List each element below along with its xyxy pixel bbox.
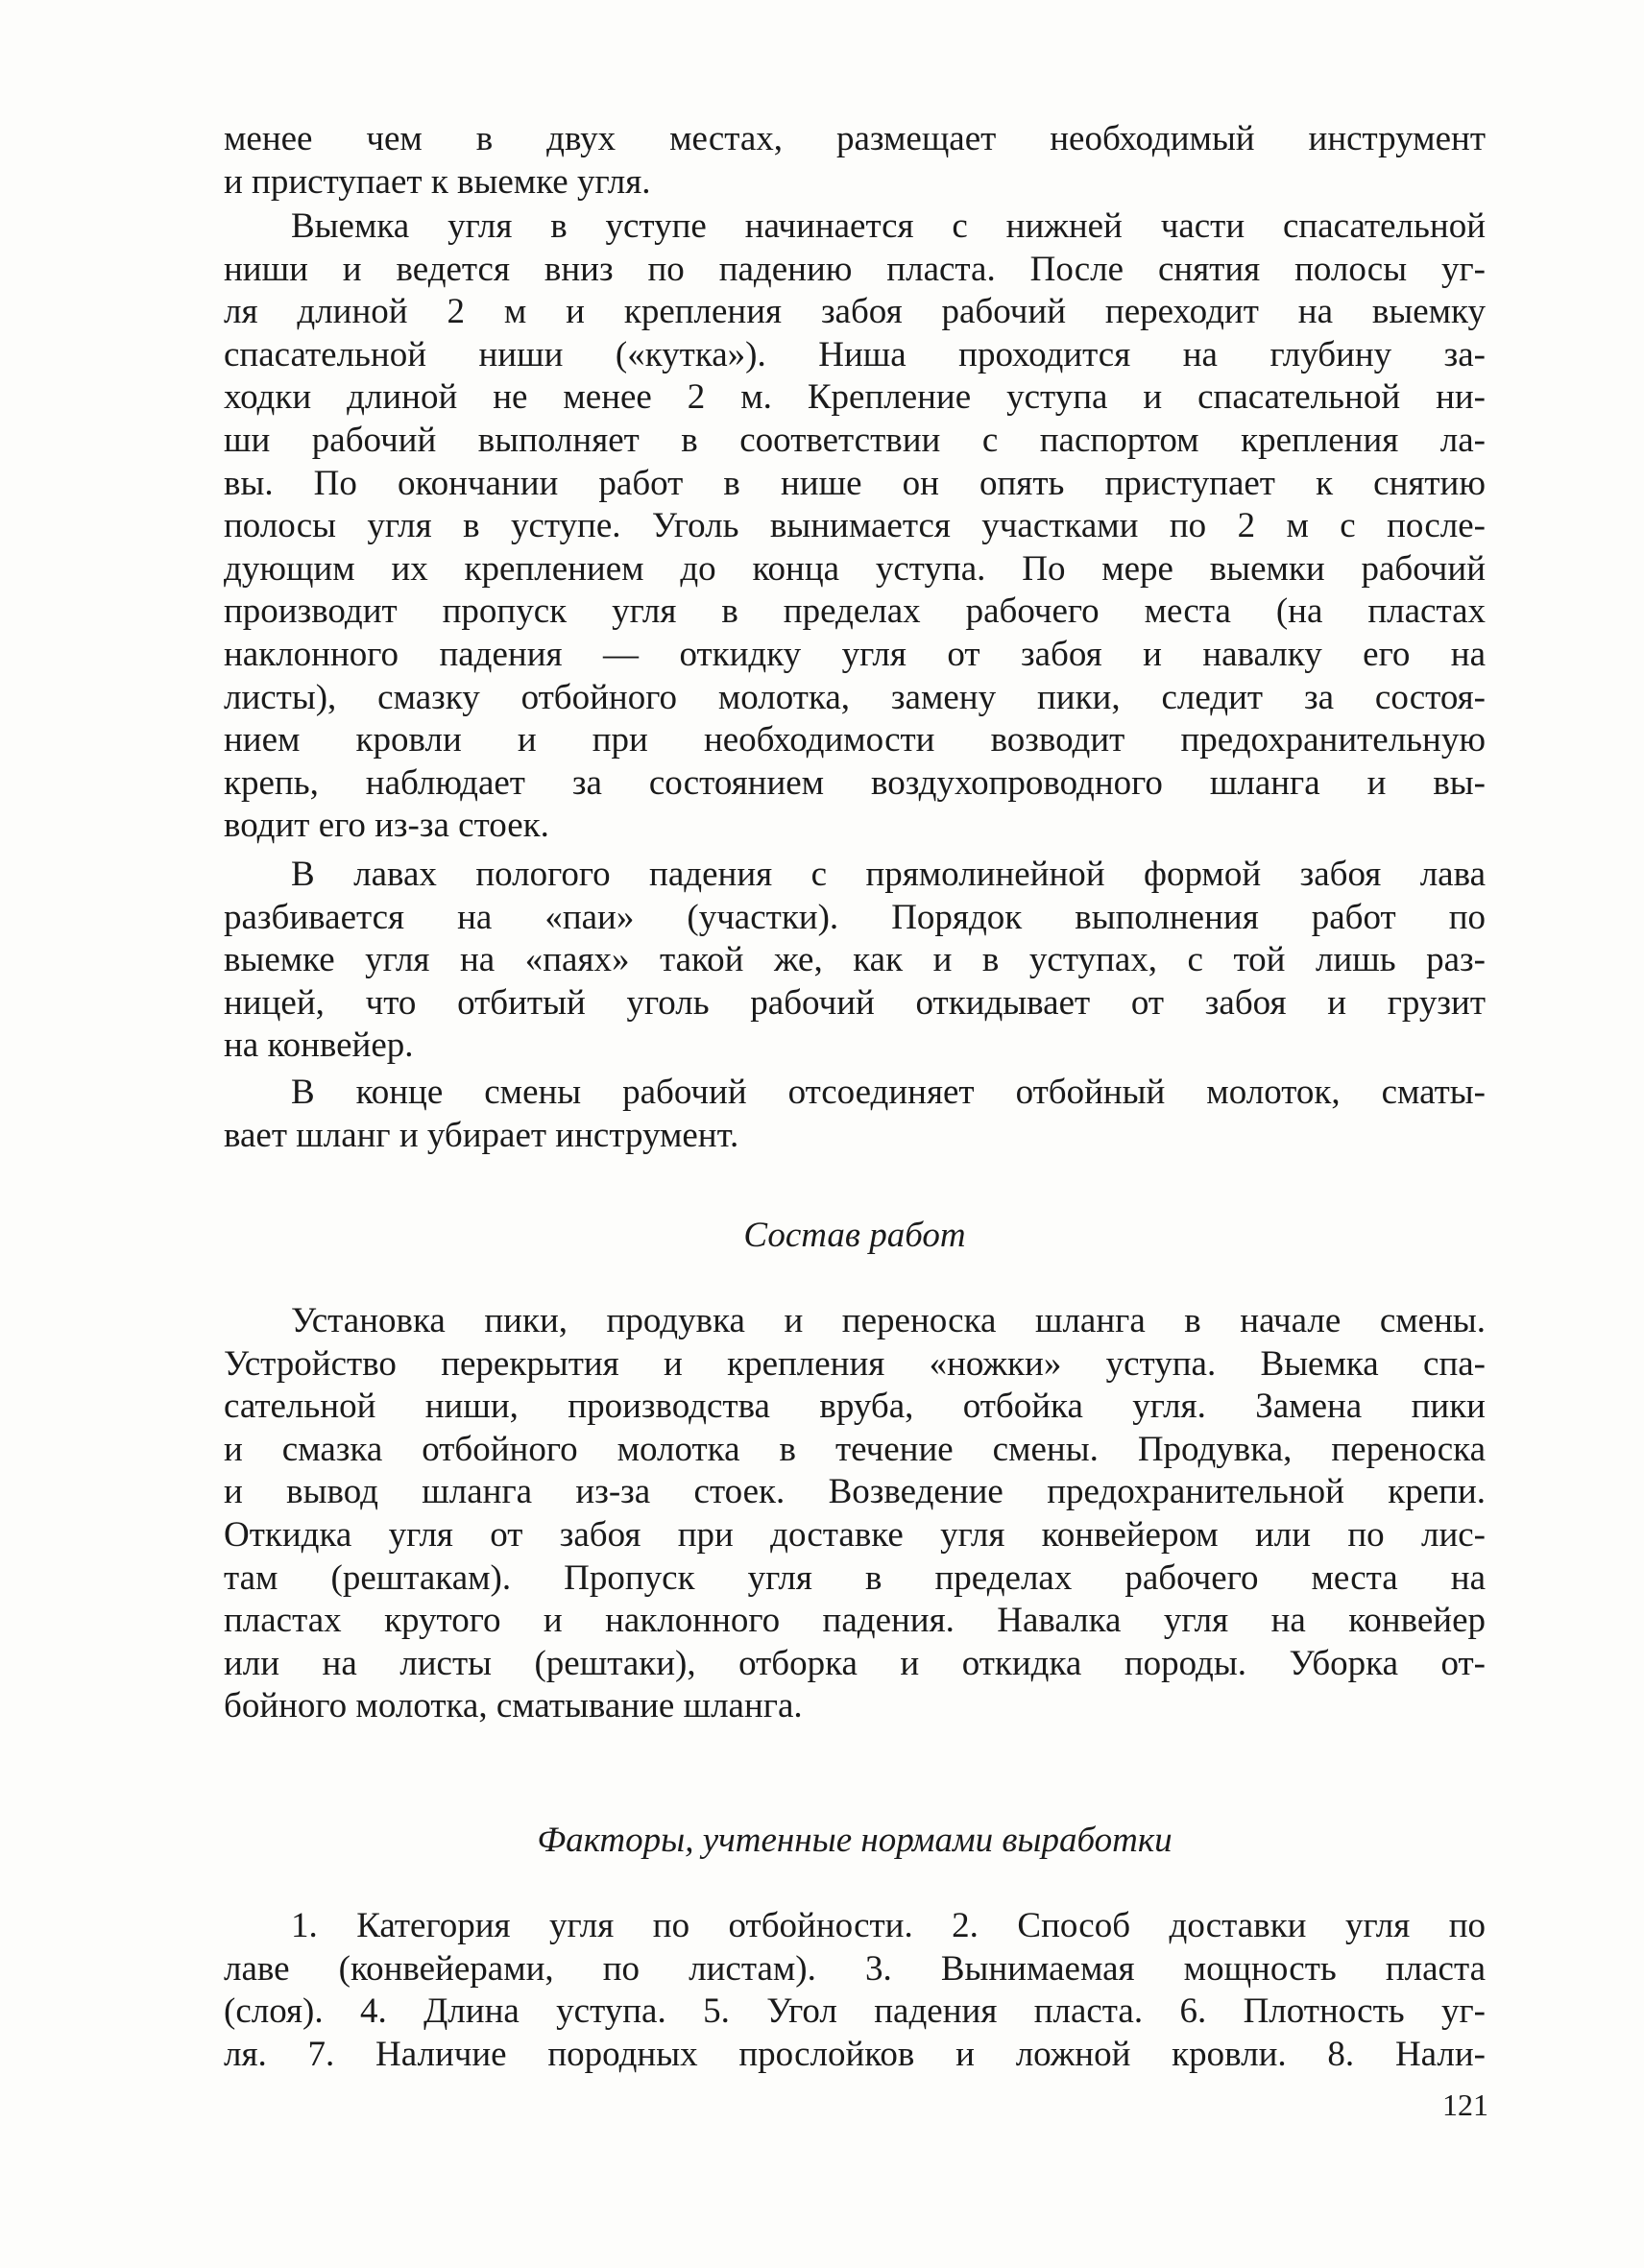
text-line: ходки длиной не менее 2 м. Крепление уступа и спасательной ни- [224, 377, 1486, 418]
text-line: и вывод шланга из-за стоек. Возведение предохранительной крепи. [224, 1472, 1486, 1512]
section-heading-work-composition: Состав работ [743, 1216, 966, 1255]
text-line: Устройство перекрытия и крепления «ножки» уступа. Выемка спа- [224, 1343, 1486, 1384]
text-line: ницей, что отбитый уголь рабочий откидывает от забоя и грузит [224, 982, 1486, 1023]
text-line: ши рабочий выполняет в соответствии с паспортом крепления ла- [224, 420, 1486, 460]
text-line: сательной ниши, производства вруба, отбойка угля. Замена пики [224, 1387, 1486, 1427]
text-line: на конвейер. [224, 1025, 414, 1066]
factors-paragraph [224, 1905, 1486, 2076]
text-line: производит пропуск угля в пределах рабочего места (на пластах [224, 591, 1486, 632]
paragraph-2 [224, 205, 1486, 848]
text-line: бойного молотка, сматывание шланга. [224, 1686, 803, 1726]
text-line: там (рештакам). Пропуск угля в пределах рабочего места на [224, 1557, 1486, 1598]
text-line: лаве (конвейерами, по листам). 3. Вынимаемая мощность пласта [224, 1948, 1486, 1989]
text-line: ля длиной 2 м и крепления забоя рабочий переходит на выемку [224, 292, 1486, 332]
text-line: ниши и ведется вниз по падению пласта. После снятия полосы уг- [224, 249, 1486, 289]
text-line: выемке угля на «паях» такой же, как и в уступах, с той лишь раз- [224, 940, 1486, 980]
text-line: пластах крутого и наклонного падения. Навалка угля на конвейер [224, 1601, 1486, 1641]
text-line: ля. 7. Наличие породных прослойков и ложной кровли. 8. Нали- [224, 2034, 1486, 2074]
text-line: В лавах пологого падения с прямолинейной формой забоя лава [291, 855, 1486, 894]
text-line: вает шланг и убирает инструмент. [224, 1115, 739, 1155]
text-line: листы), смазку отбойного молотка, замену пики, следит за состоя- [224, 677, 1486, 717]
text-line: 1. Категория угля по отбойности. 2. Способ доставки угля по [291, 1906, 1486, 1945]
text-line: разбивается на «паи» (участки). Порядок выполнения работ по [224, 897, 1486, 937]
text-line: полосы угля в уступе. Уголь вынимается участками по 2 м с после- [224, 506, 1486, 546]
text-line: Откидка угля от забоя при доставке угля конвейером или по лис- [224, 1514, 1486, 1555]
text-line: спасательной ниши («кутка»). Ниша проходится на глубину за- [224, 334, 1486, 374]
paragraph-3 [224, 854, 1486, 1068]
paragraph-1 [224, 118, 1486, 204]
text-line: В конце смены рабочий отсоединяет отбойный молоток, сматы- [291, 1073, 1486, 1112]
text-line: вы. По окончании работ в нише он опять приступает к снятию [224, 463, 1486, 503]
text-line: и приступает к выемке угля. [224, 161, 651, 202]
text-line: или на листы (рештаки), отборка и откидка породы. Уборка от- [224, 1643, 1486, 1683]
work-composition-paragraph [224, 1300, 1486, 1728]
text-line: нием кровли и при необходимости возводит предохранительную [224, 720, 1486, 760]
text-line: Выемка угля в уступе начинается с нижней части спасательной [291, 206, 1486, 246]
text-line: водит его из-за стоек. [224, 806, 549, 846]
text-line: (слоя). 4. Длина уступа. 5. Угол падения пласта. 6. Плотность уг- [224, 1991, 1486, 2032]
text-line: дующим их креплением до конца уступа. По мере выемки рабочий [224, 548, 1486, 589]
text-line: и смазка отбойного молотка в течение смены. Продувка, переноска [224, 1429, 1486, 1469]
text-line: менее чем в двух местах, размещает необходимый инструмент [224, 119, 1486, 158]
page-number: 121 [1442, 2087, 1488, 2122]
text-line: Установка пики, продувка и переноска шланга в начале смены. [291, 1301, 1486, 1340]
paragraph-4 [224, 1072, 1486, 1157]
text-line: наклонного падения — откидку угля от забоя и навалку его на [224, 634, 1486, 674]
section-heading-factors: Факторы, учтенные нормами выработки [537, 1821, 1173, 1860]
text-line: крепь, наблюдает за состоянием воздухопроводного шланга и вы- [224, 762, 1486, 803]
